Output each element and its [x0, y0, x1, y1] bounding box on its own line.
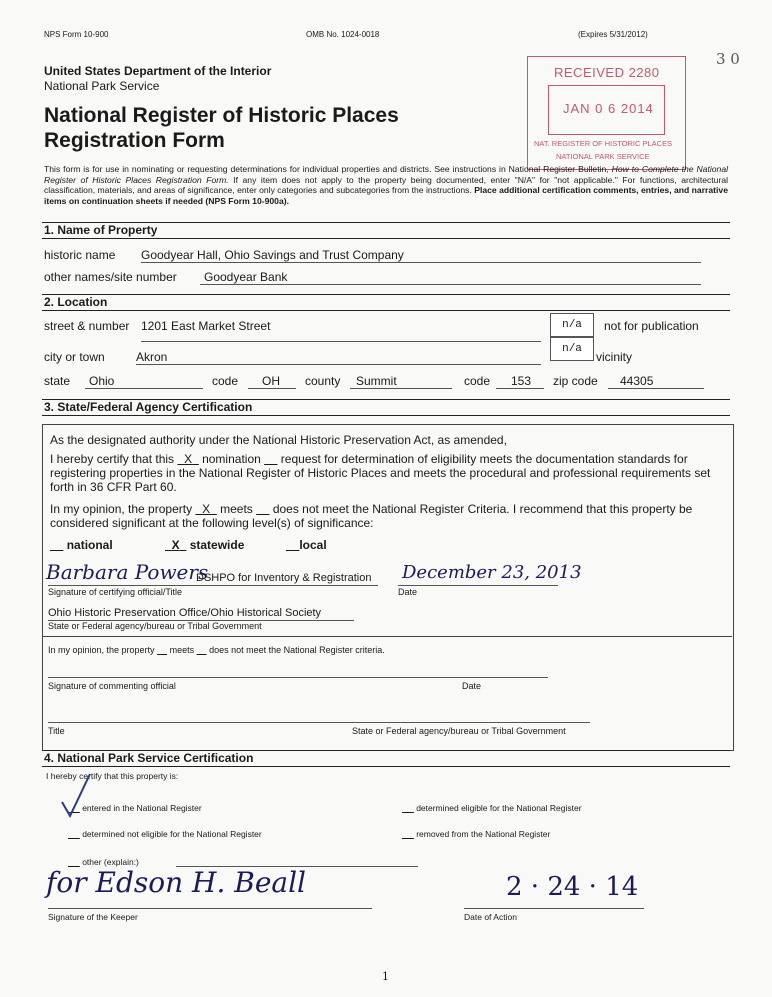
- certifying-signature: Barbara Powers: [46, 560, 209, 584]
- keeper-date: 2 · 24 · 14: [506, 872, 639, 902]
- certify-nomination-mark: [177, 452, 198, 466]
- title-caption: Title: [48, 726, 65, 736]
- level-statewide-label: statewide: [189, 538, 245, 552]
- omb-number: OMB No. 1024-0018: [306, 30, 380, 39]
- zip-value: 44305: [620, 374, 654, 388]
- action-date-caption: Date of Action: [464, 912, 517, 922]
- zip-line: [608, 388, 704, 389]
- commenting-date-caption: Date: [462, 681, 482, 691]
- comment-text-a: In my opinion, the property: [48, 645, 158, 655]
- opinion-text-c: does not meet the National Register Criteria. I recommend that this property be considered significant at the following level(s) of significance:: [50, 502, 693, 530]
- street-line: [141, 341, 541, 342]
- signature-line: [48, 585, 378, 586]
- authority-statement: As the designated authority under the National Historic Preservation Act, as amended,: [50, 433, 507, 447]
- commenting-signature-caption: Signature of commenting official: [48, 681, 176, 691]
- certifying-date: December 23, 2013: [402, 562, 582, 583]
- opinion-x: X: [202, 502, 211, 516]
- historic-name-value: Goodyear Hall, Ohio Savings and Trust Company: [141, 248, 404, 262]
- instructions-bulletin: How to Complete the National Register of Historic Places Registration Form.: [44, 164, 729, 185]
- received-stamp: [527, 56, 686, 170]
- state-code-line: [248, 388, 296, 389]
- date-line: [398, 585, 558, 586]
- street-value: 1201 East Market Street: [141, 319, 271, 333]
- certify-request-mark: [264, 452, 277, 466]
- comment-text-c: does not meet the National Register criteria.: [206, 645, 385, 655]
- option-eligible: [402, 803, 582, 813]
- state-code-label: code: [212, 374, 239, 388]
- section3-heading: 3. State/Federal Agency Certification: [42, 399, 730, 416]
- option-eligible-label: determined eligible for the National Register: [416, 803, 582, 813]
- vicinity-box: n/a: [550, 337, 594, 361]
- keeper-caption: Signature of the Keeper: [48, 912, 138, 922]
- agency-caption: State or Federal agency/bureau or Tribal Government: [48, 621, 262, 631]
- historic-name-label: historic name: [44, 248, 116, 262]
- service-name: National Park Service: [44, 79, 160, 93]
- certify-text-a: I hereby certify that this: [50, 452, 178, 466]
- certify-text-b: nomination: [198, 452, 265, 466]
- instructions-part1: This form is for use in nominating or requesting determinations for individual properties and districts. See instructions in National Register Bulletin,: [44, 164, 612, 174]
- street-label: street & number: [44, 319, 130, 333]
- expiration-date: (Expires 5/31/2012): [578, 30, 648, 39]
- zip-label: zip code: [553, 374, 598, 388]
- option-removed-label: removed from the National Register: [416, 829, 551, 839]
- certify-text-c: request for determination of eligibility meets the documentation standards for registering properties in the National Register of Historic Places and meets the procedural and professional requirements set forth in 36 CFR Part 60.: [50, 452, 711, 494]
- instructions-part2: If any item does not apply to the property being documented, enter "N/A" for "not applicable." For functions, architectural classification, materials, and areas of significance, enter only categories and subcategories from the instructions.: [44, 174, 729, 196]
- other-names-line: [200, 284, 701, 285]
- stamp-org-line1: NAT. REGISTER OF HISTORIC PLACES: [534, 139, 673, 148]
- section4-heading: 4. National Park Service Certification: [42, 750, 730, 767]
- option-entered-label: entered in the National Register: [82, 803, 202, 813]
- date-caption: Date: [398, 587, 418, 597]
- opinion-not-meet-mark: [256, 502, 269, 516]
- county-code-line: [496, 388, 544, 389]
- other-names-label: other names/site number: [44, 270, 177, 284]
- level-national-label: national: [66, 538, 113, 552]
- city-line: [136, 364, 541, 365]
- level-national: [50, 538, 113, 552]
- city-label: city or town: [44, 350, 105, 364]
- option-not-eligible-label: determined not eligible for the National Register: [82, 829, 262, 839]
- page-mark: 3 0: [716, 50, 740, 68]
- stamp-received: RECEIVED 2280: [554, 65, 660, 80]
- state-value: Ohio: [89, 374, 115, 388]
- section2-heading: 2. Location: [42, 294, 730, 311]
- comment-text-b: meets: [167, 645, 197, 655]
- certify-x: X: [184, 452, 193, 466]
- level-local-label: local: [299, 538, 327, 552]
- department-name: United States Department of the Interior: [44, 64, 272, 78]
- option-removed: [402, 829, 550, 839]
- instructions-paragraph: [44, 164, 728, 206]
- opinion-meets-mark: [195, 502, 216, 516]
- county-line: [350, 388, 452, 389]
- state-code-value: OH: [262, 374, 280, 388]
- action-date-line: [464, 908, 644, 909]
- certifying-agency: Ohio Historic Preservation Office/Ohio Historical Society: [48, 607, 322, 619]
- level-local: [286, 538, 327, 552]
- level-statewide: [165, 538, 244, 552]
- opinion-text-a: In my opinion, the property: [50, 502, 196, 516]
- signature-caption: Signature of certifying official/Title: [48, 587, 183, 597]
- county-label: county: [305, 374, 341, 388]
- keeper-signature-line: [48, 908, 372, 909]
- certifying-title: DSHPO for Inventory & Registration: [196, 572, 372, 584]
- vicinity-label: vicinity: [596, 350, 633, 364]
- instructions-bold: Place additional certification comments, entries, and narrative items on continuation sheets if needed (NPS Form 10-900a).: [44, 185, 728, 206]
- stamp-org-line2: NATIONAL PARK SERVICE: [556, 152, 650, 161]
- county-value: Summit: [356, 374, 397, 388]
- checkmark-icon: [58, 772, 98, 820]
- section4-intro: I hereby certify that this property is:: [46, 771, 179, 781]
- stamp-date: JAN 0 6 2014: [563, 101, 654, 116]
- state-label: state: [44, 374, 71, 388]
- opinion-text-b: meets: [216, 502, 257, 516]
- historic-name-line: [141, 262, 701, 263]
- keeper-signature: for Edson H. Beall: [46, 866, 306, 899]
- not-for-publication-box: n/a: [550, 313, 594, 337]
- stamp-date-box: [548, 85, 665, 135]
- city-value: Akron: [136, 350, 168, 364]
- option-other-label: other (explain:): [82, 857, 139, 867]
- divider: [42, 636, 732, 637]
- commenting-signature-line: [48, 677, 548, 678]
- certify-statement: [50, 452, 726, 494]
- level-statewide-x: X: [171, 538, 180, 552]
- page-number: 1: [382, 970, 389, 983]
- county-code-value: 153: [511, 374, 532, 388]
- form-number: NPS Form 10-900: [44, 30, 109, 39]
- form-title-line1: National Register of Historic Places: [44, 104, 399, 127]
- state-line: [85, 388, 203, 389]
- commenting-opinion: [48, 645, 385, 655]
- section1-heading: 1. Name of Property: [42, 222, 730, 239]
- county-code-label: code: [464, 374, 491, 388]
- not-for-publication-label: not for publication: [604, 319, 699, 333]
- agency-caption-2: State or Federal agency/bureau or Tribal Government: [352, 726, 566, 736]
- title-line: [48, 722, 590, 723]
- other-names-value: Goodyear Bank: [204, 270, 288, 284]
- form-title-line2: Registration Form: [44, 129, 225, 152]
- opinion-statement: [50, 502, 728, 530]
- option-not-eligible: [68, 829, 262, 839]
